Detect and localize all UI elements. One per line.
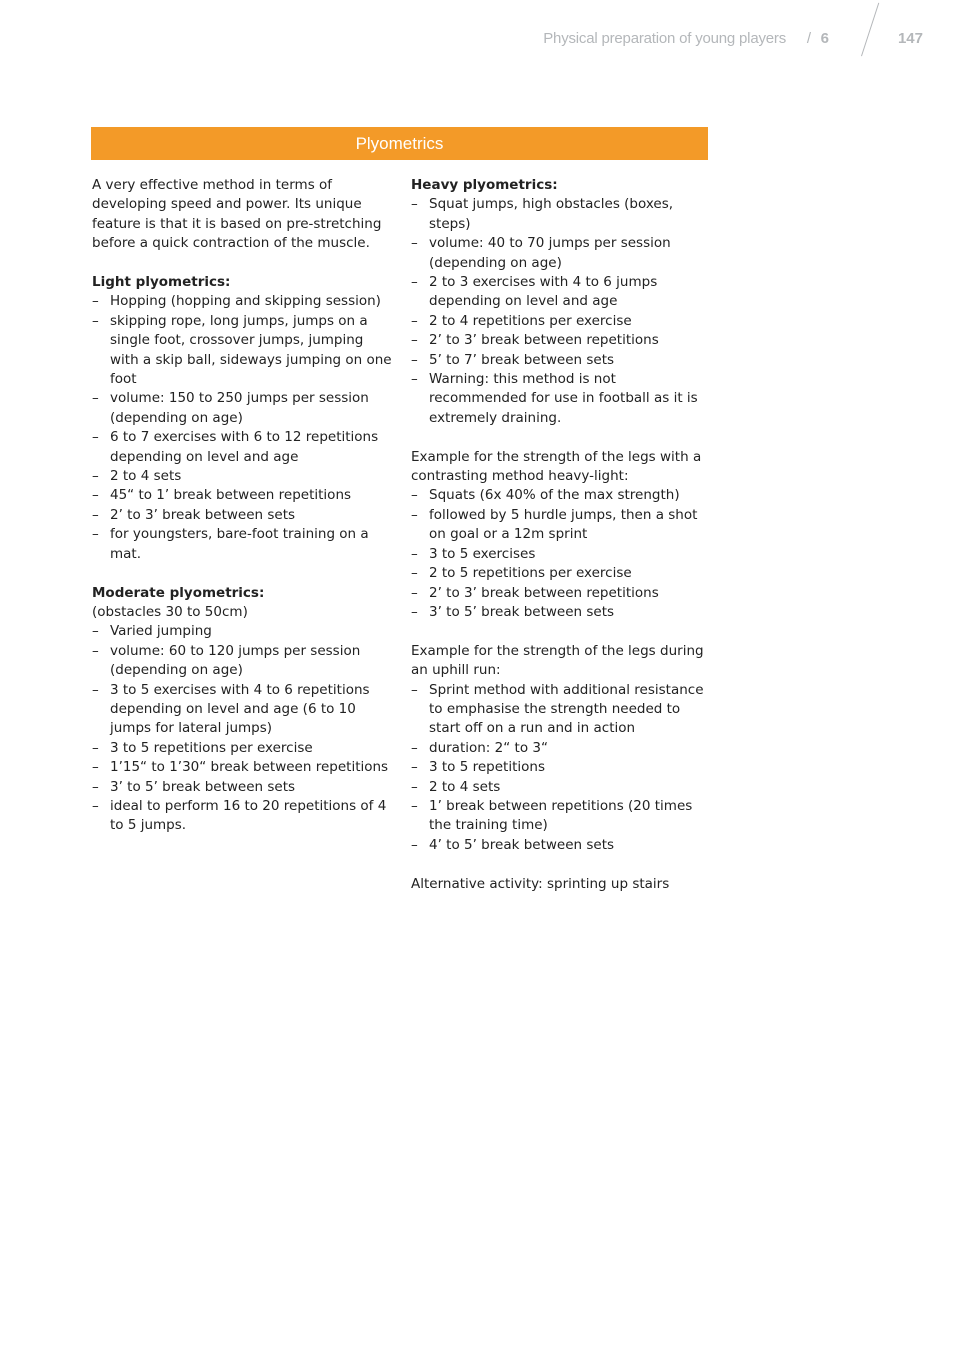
page-number: 147	[897, 30, 923, 47]
list-item: – 2’ to 3’ break between sets	[92, 506, 392, 525]
list-item: – 4’ to 5’ break between sets	[411, 836, 711, 855]
list-item: – Squats (6x 40% of the max strength)	[411, 486, 711, 505]
moderate-plyometrics-list	[92, 622, 392, 835]
header-separator: /	[806, 30, 811, 47]
light-plyometrics-list	[92, 292, 392, 564]
list-item: – 3’ to 5’ break between sets	[411, 603, 711, 622]
header-slash-divider	[861, 3, 880, 57]
moderate-plyometrics-heading: Moderate plyometrics:	[92, 584, 265, 601]
list-item: – 1’ break between repetitions (20 times the training time)	[411, 797, 711, 836]
list-item: – 3’ to 5’ break between sets	[92, 778, 392, 797]
list-item: – 3 to 5 repetitions per exercise	[92, 739, 392, 758]
list-item: – volume: 40 to 70 jumps per session (depending on age)	[411, 234, 711, 273]
list-item: – volume: 150 to 250 jumps per session (depending on age)	[92, 389, 392, 428]
uphill-example-list	[411, 681, 711, 856]
list-item: – 3 to 5 exercises	[411, 545, 711, 564]
right-column	[411, 176, 711, 894]
list-item: – 2’ to 3’ break between repetitions	[411, 584, 711, 603]
list-item: – for youngsters, bare-foot training on a mat.	[92, 525, 392, 564]
list-item: – 2 to 4 sets	[92, 467, 392, 486]
chapter-number: 6	[820, 30, 829, 47]
list-item: – followed by 5 hurdle jumps, then a shot on goal or a 12m sprint	[411, 506, 711, 545]
list-item: – 45“ to 1’ break between repetitions	[92, 486, 392, 505]
list-item: – 3 to 5 exercises with 4 to 6 repetitions depending on level and age (6 to 10 jumps for lateral jumps)	[92, 681, 392, 739]
list-item: – skipping rope, long jumps, jumps on a single foot, crossover jumps, jumping with a skip ball, sideways jumping on one foot	[92, 312, 392, 390]
list-item: – volume: 60 to 120 jumps per session (depending on age)	[92, 642, 392, 681]
list-item: – 2 to 4 sets	[411, 778, 711, 797]
list-item: – duration: 2“ to 3“	[411, 739, 711, 758]
list-item: – 5’ to 7’ break between sets	[411, 351, 711, 370]
heavy-plyometrics-heading: Heavy plyometrics:	[411, 177, 558, 193]
light-plyometrics-heading: Light plyometrics:	[92, 274, 231, 291]
list-item: – 6 to 7 exercises with 6 to 12 repetitions depending on level and age	[92, 428, 392, 467]
contrast-example-list	[411, 486, 711, 622]
list-item: – Hopping (hopping and skipping session)	[92, 292, 392, 311]
list-item: – 2 to 5 repetitions per exercise	[411, 564, 711, 583]
heavy-plyometrics-list	[411, 195, 711, 428]
list-item: – 2 to 4 repetitions per exercise	[411, 312, 711, 331]
running-title: Physical preparation of young players	[543, 30, 786, 47]
list-item: – 2 to 3 exercises with 4 to 6 jumps depending on level and age	[411, 273, 711, 312]
section-banner: Plyometrics	[91, 127, 708, 160]
left-column	[92, 176, 392, 855]
list-item: – Squat jumps, high obstacles (boxes, steps)	[411, 195, 711, 234]
intro-paragraph: A very effective method in terms of developing speed and power. Its unique feature is that it is based on pre-stretching before a quick contraction of the muscle.	[92, 177, 382, 252]
list-item: – 2’ to 3’ break between repetitions	[411, 331, 711, 350]
list-item: – 3 to 5 repetitions	[411, 758, 711, 777]
moderate-subheading: (obstacles 30 to 50cm)	[92, 603, 248, 620]
list-item: – Varied jumping	[92, 622, 392, 641]
list-item: – Sprint method with additional resistance to emphasise the strength needed to start off on a run and in action	[411, 681, 711, 739]
list-item: – Warning: this method is not recommended for use in football as it is extremely draining.	[411, 370, 711, 428]
contrast-example-intro: Example for the strength of the legs with a contrasting method heavy-light:	[411, 448, 702, 485]
uphill-example-intro: Example for the strength of the legs during an uphill run:	[411, 642, 704, 679]
list-item: – 1’15“ to 1’30“ break between repetitions	[92, 758, 392, 777]
alternative-activity: Alternative activity: sprinting up stairs	[411, 875, 670, 892]
list-item: – ideal to perform 16 to 20 repetitions of 4 to 5 jumps.	[92, 797, 392, 836]
